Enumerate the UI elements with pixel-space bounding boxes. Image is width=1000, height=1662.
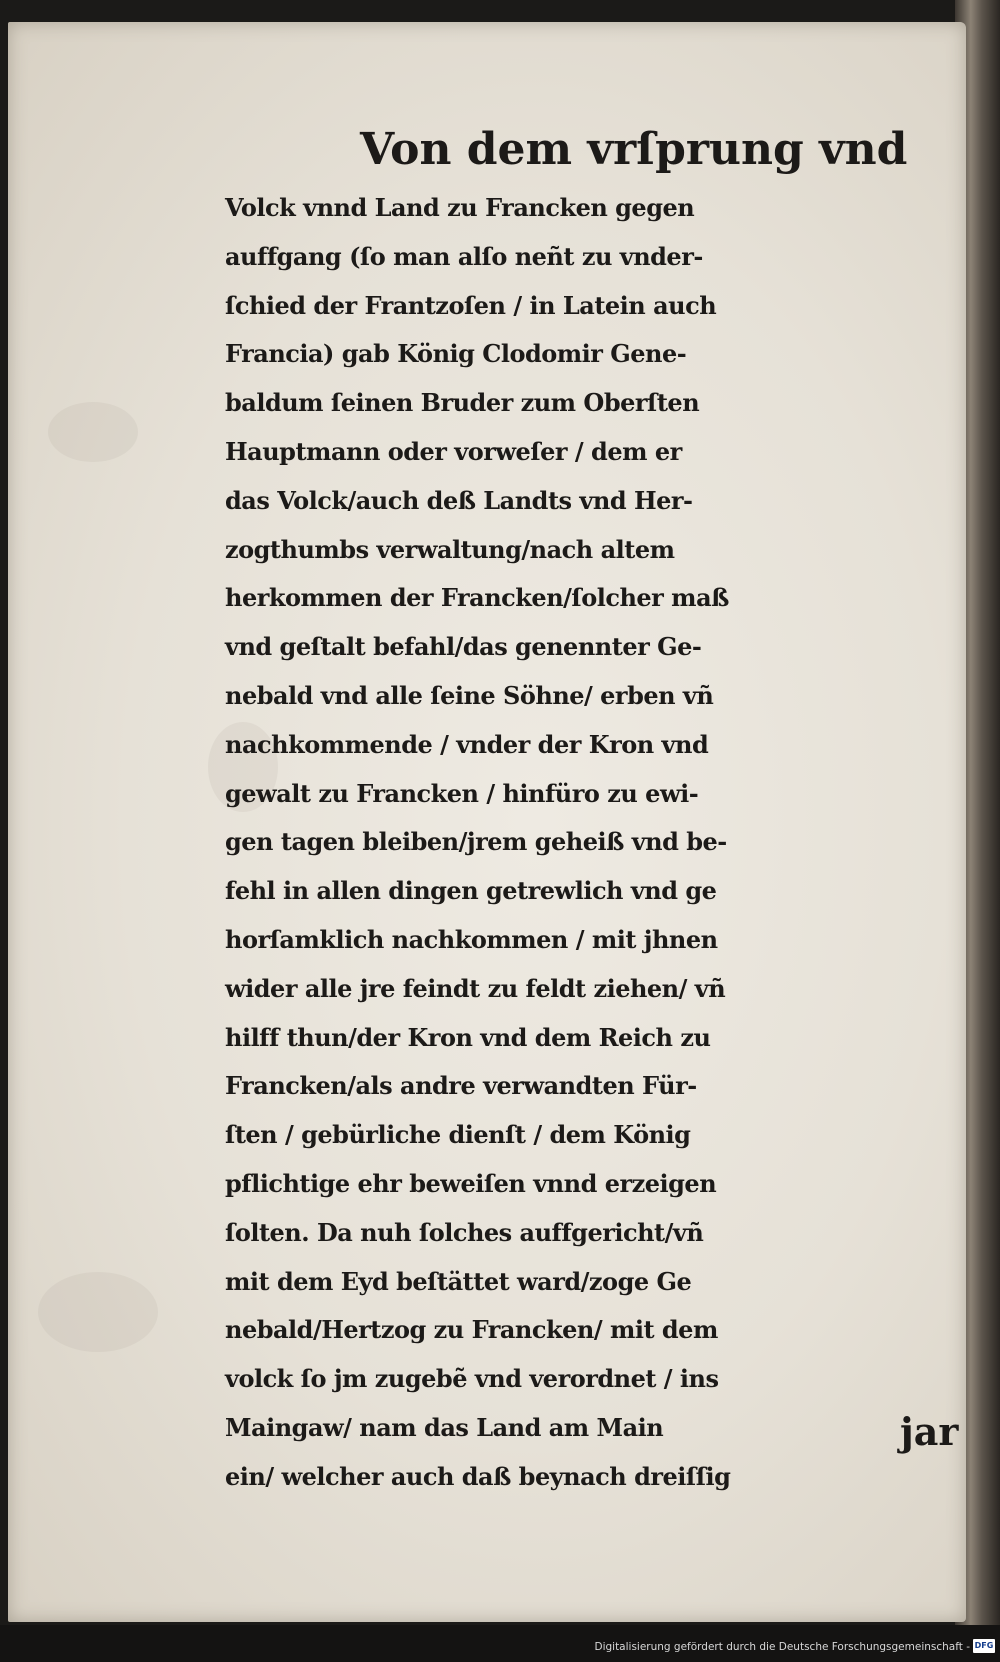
text-line: ſten / gebürliche dienſt / dem König xyxy=(225,1120,691,1150)
paper-stain xyxy=(38,1272,158,1352)
text-line: Maingaw/ nam das Land am Main xyxy=(225,1412,664,1442)
text-line: vnd geſtalt befahl/das genennter Ge- xyxy=(225,632,702,662)
text-line: gen tagen bleiben/jrem geheiß vnd be- xyxy=(225,827,727,857)
body-text xyxy=(225,184,965,1502)
text-line: ſolten. Da nuh ſolches auffgericht/vñ xyxy=(225,1217,704,1247)
text-line: gewalt zu Francken / hinfüro zu ewi- xyxy=(225,778,699,808)
text-line: zogthumbs verwaltung/nach altem xyxy=(225,534,675,564)
text-line: das Volck/auch deß Landts vnd Her- xyxy=(225,485,693,515)
text-line: herkommen der Francken/ſolcher maß xyxy=(225,583,729,613)
running-headline: Von dem vrſprung vnd xyxy=(360,124,908,175)
text-line: Volck vnnd Land zu Francken gegen xyxy=(225,193,695,222)
text-line: auffgang (ſo man alſo neñt zu vnder- xyxy=(225,241,703,271)
text-line: Hauptmann oder vorweſer / dem er xyxy=(225,436,682,466)
text-line: ein/ welcher auch daß beynach dreiſſig xyxy=(225,1461,731,1491)
text-line: nachkommende / vnder der Kron vnd xyxy=(225,729,709,759)
text-line: hilff thun/der Kron vnd dem Reich zu xyxy=(225,1022,711,1052)
text-line: mit dem Eyd beſtättet ward/zoge Ge xyxy=(225,1266,692,1296)
text-line: horſamklich nachkommen / mit jhnen xyxy=(225,924,718,954)
dfg-logo: DFG xyxy=(973,1639,995,1653)
text-line: wider alle jre feindt zu feldt ziehen/ vñ xyxy=(225,973,726,1003)
text-line: nebald vnd alle ſeine Söhne/ erben vñ xyxy=(225,680,714,710)
paper-stain xyxy=(48,402,138,462)
text-line: baldum ſeinen Bruder zum Oberſten xyxy=(225,388,700,418)
funding-credit: Digitalisierung gefördert durch die Deutsche Forschungsgemeinschaft - xyxy=(594,1641,970,1653)
text-line: Francia) gab König Clodomir Gene- xyxy=(225,339,687,369)
text-line: volck ſo jm zugebẽ vnd verordnet / ins xyxy=(225,1364,719,1394)
catchword: jar xyxy=(900,1409,959,1454)
footer-bar xyxy=(0,1625,1000,1662)
text-line: Francken/als andre verwandten Für- xyxy=(225,1071,697,1101)
text-line: pflichtige ehr beweiſen vnnd erzeigen xyxy=(225,1168,717,1198)
text-line: fehl in allen dingen getrewlich vnd ge xyxy=(225,876,717,906)
text-line: ſchied der Frantzoſen / in Latein auch xyxy=(225,290,717,320)
text-line: nebald/Hertzog zu Francken/ mit dem xyxy=(225,1315,718,1345)
